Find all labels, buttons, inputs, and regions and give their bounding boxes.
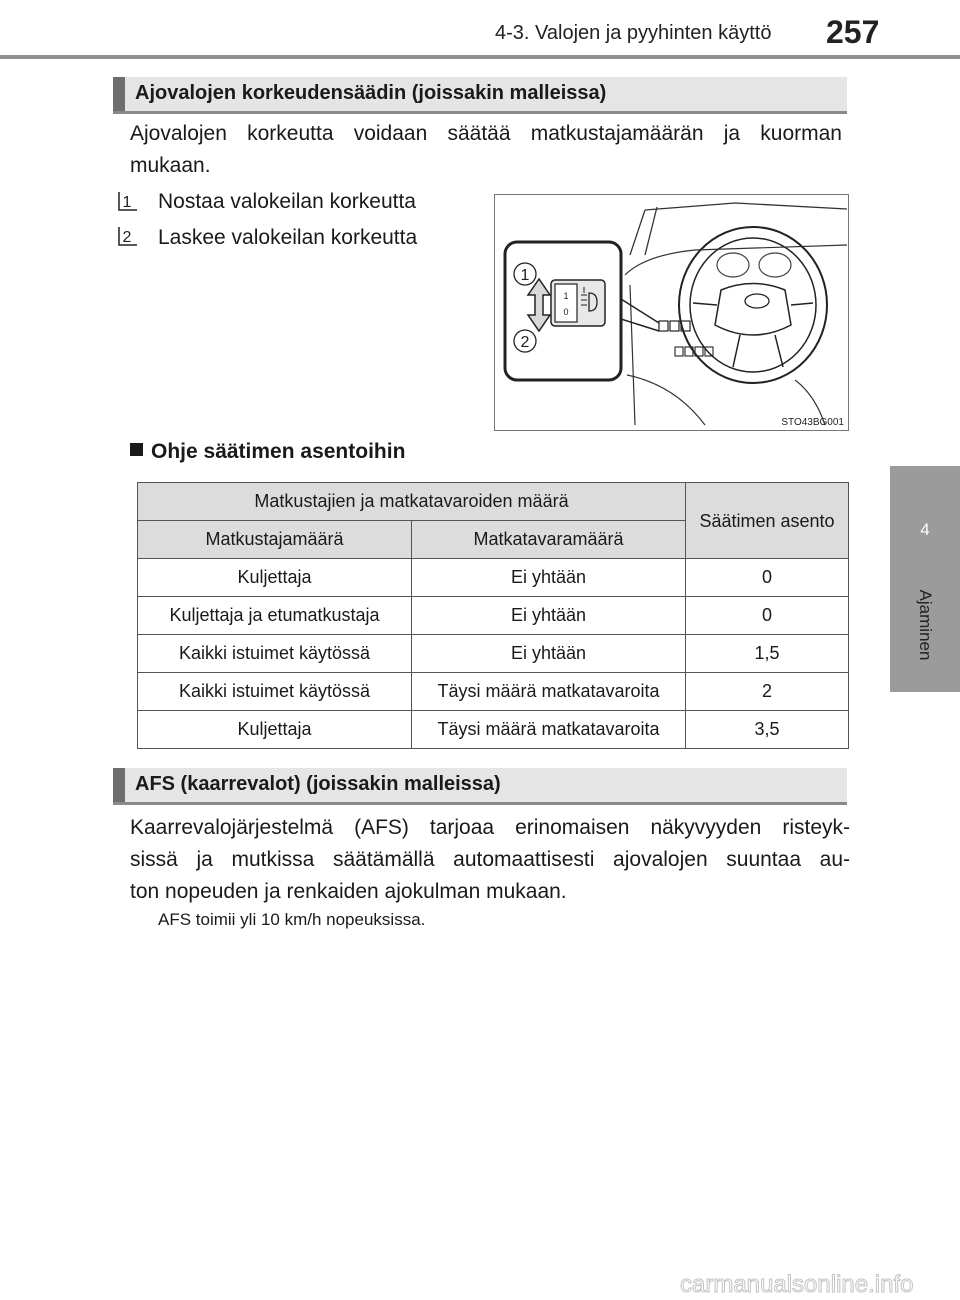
watermark-logo [0,1268,960,1300]
item-badge-1 [118,191,138,211]
figure-callout-1: 1 [520,267,530,284]
cell-luggage: Ei yhtään [412,597,686,635]
leveling-guide-table [137,482,849,749]
cell-luggage: Täysi määrä matkatavaroita [412,711,686,749]
section-title-accent [113,77,125,111]
afs-paragraph [130,812,850,908]
leveling-intro-paragraph: Ajovalojen korkeutta voidaan säätää matkustajamäärän ja kuorman mukaan. [130,122,842,177]
chapter-tab-label-wrap [880,580,960,670]
cell-position: 2 [686,673,849,711]
item-raise-beam: Nostaa valokeilan korkeutta [158,190,416,213]
figure-callout-2: 2 [520,334,530,351]
watermark-text: carmanualsonline.info [680,1271,914,1298]
square-bullet-icon [130,443,143,456]
dial-mark-1: 1 [563,291,569,301]
table-header-luggage: Matkatavaramäärä [412,521,686,559]
table-header-position: Säätimen asento [686,483,849,559]
table-row [138,711,849,749]
cell-position: 3,5 [686,711,849,749]
section-title-bar-afs [113,768,847,805]
table-header-row [138,483,849,521]
afs-line-1: Kaarrevalojärjestelmä (AFS) tarjoaa erinomaisen näkyvyyden risteyk- [130,816,850,839]
table-row [138,559,849,597]
table-header-group: Matkustajien ja matkatavaroiden määrä [138,483,686,521]
guide-subheading [130,440,405,464]
running-header-section: 4-3. Valojen ja pyyhinten käyttö [495,22,772,44]
chapter-tab-label: Ajaminen [916,589,935,661]
cell-position: 0 [686,559,849,597]
dashboard-illustration [495,195,848,430]
chapter-tab-number: 4 [920,520,930,539]
page-number: 257 [826,14,880,50]
figure-code: STO43BG001 [781,417,844,428]
afs-note: AFS toimii yli 10 km/h nopeuksissa. [158,910,426,929]
cell-passengers: Kuljettaja [138,711,412,749]
section-title-afs: AFS (kaarrevalot) (joissakin malleissa) [135,773,501,795]
header-rule [0,55,960,59]
item-lower-beam: Laskee valokeilan korkeutta [158,226,418,249]
cell-passengers: Kaikki istuimet käytössä [138,635,412,673]
cell-luggage: Täysi määrä matkatavaroita [412,673,686,711]
cell-position: 1,5 [686,635,849,673]
dial-mark-0: 0 [563,307,569,317]
table-row [138,597,849,635]
afs-line-2: sissä ja mutkissa säätämällä automaattisesti ajovalojen suuntaa au- [130,848,850,871]
guide-subheading-text: Ohje säätimen asentoihin [151,440,406,463]
section-title-bar-leveling [113,77,847,114]
cell-luggage: Ei yhtään [412,559,686,597]
cell-position: 0 [686,597,849,635]
cell-passengers: Kuljettaja ja etumatkustaja [138,597,412,635]
cell-passengers: Kuljettaja [138,559,412,597]
item-badge-2 [118,226,138,246]
item-badge-2-num: 2 [122,229,132,246]
item-badge-1-num: 1 [122,194,132,211]
table-row [138,673,849,711]
section-title-leveling: Ajovalojen korkeudensäädin (joissakin malleissa) [135,82,607,104]
section-title-accent [113,768,125,802]
cell-passengers: Kaikki istuimet käytössä [138,673,412,711]
table-header-passengers: Matkustajamäärä [138,521,412,559]
table-row [138,635,849,673]
afs-line-3: ton nopeuden ja renkaiden ajokulman mukaan. [130,880,567,903]
cell-luggage: Ei yhtään [412,635,686,673]
headlight-leveling-figure [494,194,849,431]
